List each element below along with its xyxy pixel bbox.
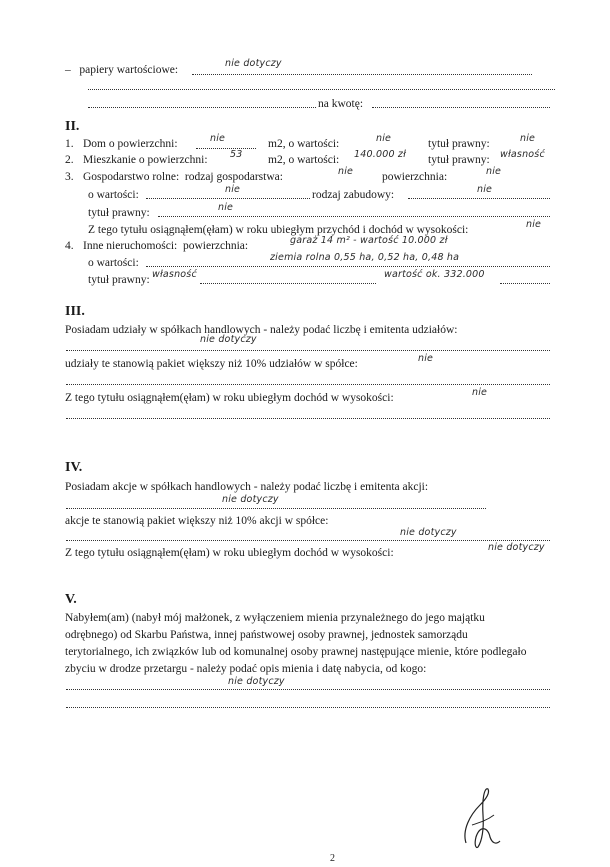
section-heading-2: II. — [65, 119, 80, 134]
shares-value-1: nie dotyczy — [200, 334, 257, 345]
dotted-line — [88, 107, 316, 108]
farm-area-value: nie — [486, 166, 502, 177]
shares-value-2: nie — [418, 353, 434, 364]
farm-title-value: nie — [218, 202, 234, 213]
signature — [452, 785, 512, 855]
dotted-line — [372, 107, 550, 108]
dotted-line — [146, 198, 310, 199]
other-property-label: Inne nieruchomości: — [83, 240, 178, 252]
house-label: Dom o powierzchni: — [83, 138, 178, 150]
shares-value-3: nie — [472, 387, 488, 398]
stocks-text-3: Z tego tytułu osiągnąłem(ęłam) w roku ubiegłym dochód w wysokości: — [65, 547, 394, 559]
apartment-value-value: 140.000 zł — [354, 149, 407, 160]
item-number: 3. — [65, 171, 74, 183]
apartment-title-label: tytuł prawny: — [428, 154, 490, 166]
dotted-line — [66, 508, 486, 509]
acquisition-text-4: zbyciu w drodze przetargu - należy podać opis mienia i datę nabycia, od kogo: — [65, 663, 427, 675]
farm-area-label: powierzchnia: — [382, 171, 448, 183]
dotted-line — [408, 198, 550, 199]
dotted-line — [66, 707, 550, 708]
shares-text-3: Z tego tytułu osiągnąłem(ęłam) w roku ubiegłym dochód w wysokości: — [65, 392, 394, 404]
dotted-line — [192, 74, 532, 75]
item-number: 2. — [65, 154, 74, 166]
dotted-line — [500, 283, 550, 284]
farm-value-label: o wartości: — [88, 189, 139, 201]
farm-type-label: rodzaj gospodarstwa: — [184, 171, 283, 183]
apartment-line — [65, 153, 208, 167]
section-heading-5: V. — [65, 592, 77, 607]
farm-income-label: Z tego tytułu osiągnąłem(ęłam) w roku ubiegłym przychód i dochód w wysokości: — [88, 224, 469, 236]
farm-type-value: nie — [338, 166, 354, 177]
securities-label: papiery wartościowe: — [79, 64, 179, 76]
securities-line — [65, 63, 178, 77]
other-title-value: własność — [152, 269, 197, 280]
acquisition-text-1: Nabyłem(am) (nabył mój małżonek, z wyłączeniem mienia przynależnego do jego majątku — [65, 612, 485, 624]
house-line — [65, 137, 178, 151]
dotted-line — [146, 266, 550, 267]
other-title-label: tytuł prawny: — [88, 274, 150, 286]
page-number: 2 — [330, 853, 335, 864]
house-title-label: tytuł prawny: — [428, 138, 490, 150]
dotted-line — [66, 350, 550, 351]
stocks-value-1: nie dotyczy — [222, 494, 279, 505]
house-title-value: nie — [520, 133, 536, 144]
apartment-label: Mieszkanie o powierzchni: — [83, 154, 208, 166]
apartment-area-value: 53 — [230, 149, 243, 160]
shares-text-2: udziały te stanowią pakiet większy niż 10% udziałów w spółce: — [65, 358, 358, 370]
farm-building-value: nie — [477, 184, 493, 195]
acquisition-text-2: odrębnego) od Skarbu Państwa, innej państwowej osoby prawnej, jednostek samorządu — [65, 629, 468, 641]
amount-label: na kwotę: — [318, 98, 364, 110]
dotted-line — [66, 689, 550, 690]
stocks-value-3: nie dotyczy — [488, 542, 545, 553]
apartment-value-label: m2, o wartości: — [268, 154, 340, 166]
dotted-line — [66, 540, 550, 541]
securities-value: nie dotyczy — [225, 58, 282, 69]
other-area-value: garaż 14 m² - wartość 10.000 zł — [290, 235, 448, 246]
stocks-text-2: akcje te stanowią pakiet większy niż 10% akcji w spółce: — [65, 515, 329, 527]
other-area-label: powierzchnia: — [182, 240, 249, 252]
item-number: 4. — [65, 240, 74, 252]
house-value-value: nie — [376, 133, 392, 144]
other-value-value-2: wartość ok. 332.000 — [384, 269, 485, 280]
other-property-line — [65, 239, 248, 253]
house-area-value: nie — [210, 133, 226, 144]
dotted-line — [66, 418, 550, 419]
section-heading-4: IV. — [65, 460, 83, 475]
dotted-line — [88, 89, 555, 90]
farm-label: Gospodarstwo rolne: — [83, 171, 180, 183]
farm-building-label: rodzaj zabudowy: — [312, 189, 395, 201]
farm-title-label: tytuł prawny: — [88, 207, 150, 219]
other-value-value: ziemia rolna 0,55 ha, 0,52 ha, 0,48 ha — [270, 252, 460, 263]
farm-value-value: nie — [225, 184, 241, 195]
section-heading-3: III. — [65, 304, 85, 319]
house-value-label: m2, o wartości: — [268, 138, 340, 150]
stocks-text-1: Posiadam akcje w spółkach handlowych - należy podać liczbę i emitenta akcji: — [65, 481, 429, 493]
bullet: – — [65, 64, 71, 76]
dotted-line — [66, 384, 550, 385]
item-number: 1. — [65, 138, 74, 150]
other-value-label: o wartości: — [88, 257, 139, 269]
acquisition-value: nie dotyczy — [228, 676, 285, 687]
shares-text-1: Posiadam udziały w spółkach handlowych - należy podać liczbę i emitenta udziałów: — [65, 324, 458, 336]
dotted-line — [196, 148, 256, 149]
acquisition-text-3: terytorialnego, ich związków lub od komunalnej osoby prawnej następujące mienie, które podlegało — [65, 646, 527, 658]
farm-income-value: nie — [526, 219, 542, 230]
dotted-line — [200, 283, 376, 284]
apartment-title-value: własność — [500, 149, 545, 160]
stocks-value-2: nie dotyczy — [400, 527, 457, 538]
farm-line — [65, 170, 283, 184]
dotted-line — [158, 216, 550, 217]
